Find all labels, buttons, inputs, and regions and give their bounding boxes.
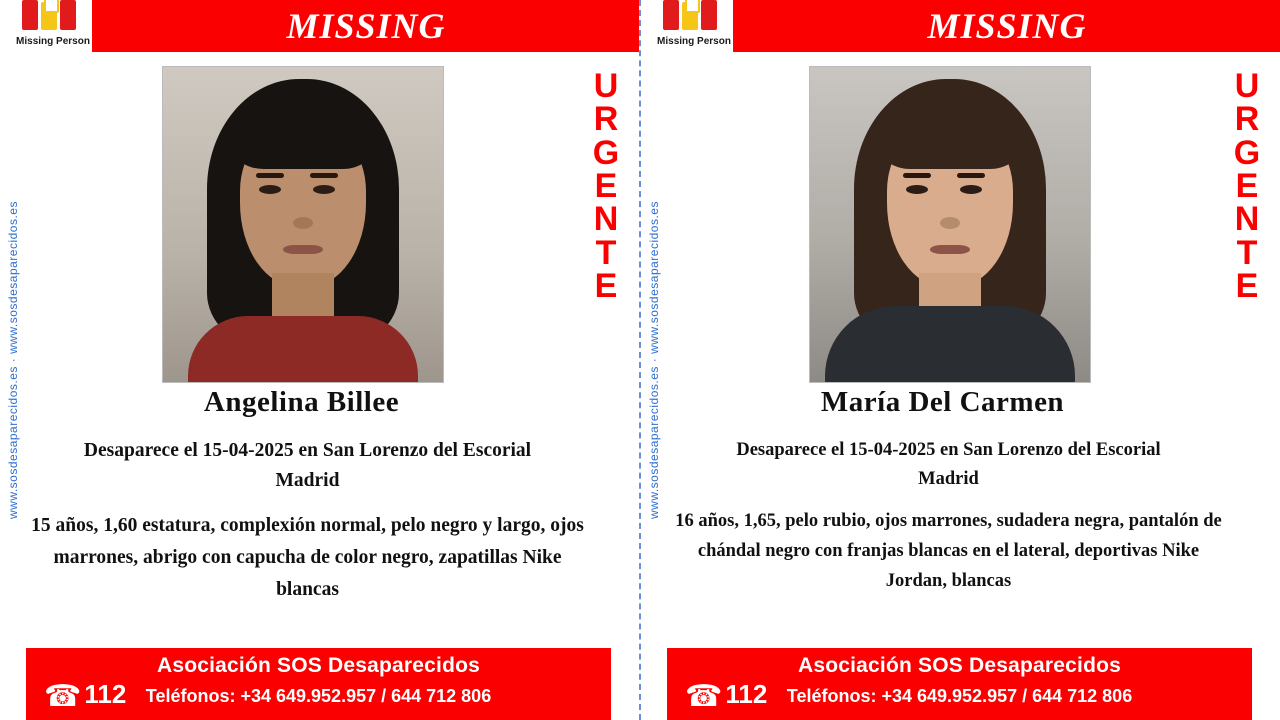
disappearance-line-2: Madrid <box>918 468 979 489</box>
organization-name: Asociación SOS Desaparecidos <box>156 654 481 677</box>
urgente-vertical-label: U R G E N T E <box>592 67 622 305</box>
missing-banner <box>733 0 1280 52</box>
emergency-number: 112 <box>725 679 768 709</box>
phone-icon: ☎ <box>44 680 82 713</box>
disappearance-line-1: Desaparece el 15-04-2025 en San Lorenzo del Escorial <box>83 440 532 461</box>
website-side-strip <box>0 0 26 720</box>
logo-marks-icon <box>655 0 733 38</box>
poster-maria-del-carmen <box>639 0 1280 720</box>
emergency-number: 112 <box>84 679 127 709</box>
phone-icon: ☎ <box>685 680 723 713</box>
logo-label: Missing Person <box>657 36 731 47</box>
poster-footer <box>667 648 1252 720</box>
contact-phones: Teléfonos: +34 649.952.957 / 644 712 806 <box>145 686 492 706</box>
missing-person-photo <box>809 66 1091 383</box>
missing-person-details <box>26 436 589 605</box>
disappearance-line-2: Madrid <box>275 470 340 492</box>
disappearance-line-1: Desaparece el 15-04-2025 en San Lorenzo del Escorial <box>736 440 1161 460</box>
logo-label: Missing Person <box>16 36 90 47</box>
missing-person-details <box>667 436 1230 597</box>
website-side-strip <box>641 0 667 720</box>
missing-banner-label: MISSING <box>286 6 446 46</box>
poster-footer <box>26 648 611 720</box>
urgente-vertical-label: U R G E N T E <box>1233 67 1263 305</box>
website-strip-text: www.sosdesaparecidos.es · www.sosdesaparecidos.es <box>6 201 21 519</box>
emergency-contact <box>685 679 768 713</box>
contact-phones: Teléfonos: +34 649.952.957 / 644 712 806 <box>786 686 1133 706</box>
physical-description: 16 años, 1,65, pelo rubio, ojos marrones, sudadera negra, pantalón de chándal negro con franjas blancas en el lateral, deportivas Nike Jordan, blancas <box>675 511 1222 592</box>
missing-person-name: María Del Carmen <box>820 386 1065 418</box>
emergency-contact <box>44 679 127 713</box>
missing-person-photo <box>162 66 444 383</box>
organization-name: Asociación SOS Desaparecidos <box>797 654 1122 677</box>
logo-marks-icon <box>14 0 92 38</box>
missing-banner <box>92 0 639 52</box>
physical-description: 15 años, 1,60 estatura, complexión normal, pelo negro y largo, ojos marrones, abrigo con capucha de color negro, zapatillas Nike blancas <box>31 515 584 600</box>
sos-missing-person-logo <box>655 0 733 56</box>
missing-banner-label: MISSING <box>927 6 1087 46</box>
missing-person-name: Angelina Billee <box>203 386 400 418</box>
sos-missing-person-logo <box>14 0 92 56</box>
website-strip-text: www.sosdesaparecidos.es · www.sosdesaparecidos.es <box>647 201 662 519</box>
poster-angelina-billee <box>0 0 639 720</box>
